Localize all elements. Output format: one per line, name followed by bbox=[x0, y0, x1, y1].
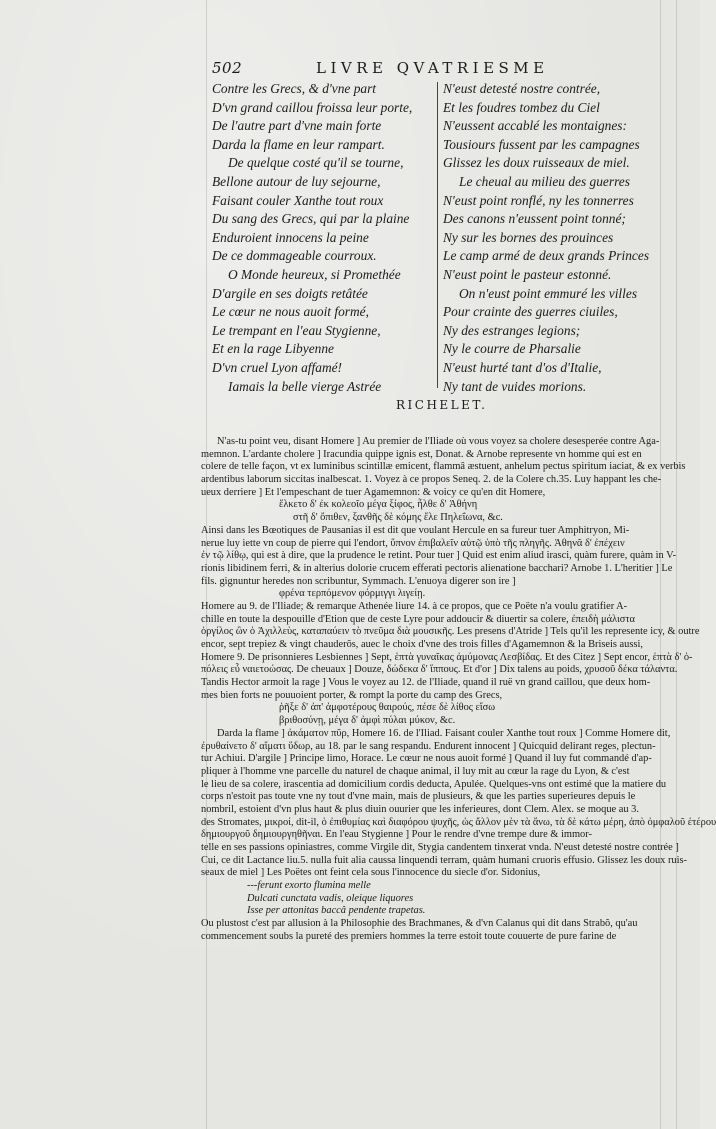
commentary-line: nombril, estoient d'vn plus haut & plus diuin ouurier que les inferieures, dont Clem. Alex. se moque au 3. bbox=[201, 803, 639, 815]
commentary-line: mes bien forts ne pouuoient porter, & rompt la porte du camp des Grecs, bbox=[201, 689, 503, 701]
verse-line: Glissez les doux ruisseaux de miel. bbox=[443, 155, 630, 171]
commentary-line: ardentibus laborum siccitas inalbescat. 1. Voyez à ce propos Seneq. 2. de la Colere ch.35. Luy happant les che- bbox=[201, 474, 662, 486]
commentary-line: Tandis Hector armoit la rage ] Vous le voyez au 12. de l'Iliade, quand il ruë vn grand caillou, que deux hom- bbox=[201, 677, 651, 689]
commentary-line: ---ferunt exorto flumina melle bbox=[247, 880, 371, 892]
verse-line: Ny le courre de Pharsalie bbox=[443, 341, 581, 357]
commentary-line: seaux de miel ] Les Poëtes ont feint cela sous l'innocence du siecle d'or. Sidonius, bbox=[201, 867, 541, 879]
verse-line: Le camp armé de deux grands Princes bbox=[443, 248, 650, 264]
verse-line: D'argile en ses doigts retâtée bbox=[212, 285, 368, 301]
commentary-line: Darda la flame ] ἀκάματον πῦρ, Homere 16. de l'Iliad. Faisant couler Xanthe tout roux ] Comme Homere dit, bbox=[217, 727, 671, 739]
commentary-line: ῥῆξε δ' ἀπ' ἀμφοτέρους θαιρούς, πέσε δὲ λίθος εἴσω bbox=[279, 702, 496, 714]
commentary-line: πόλεις εὖ ναιετοώσας. De cheuaux ] Douze, δώδεκα δ' ἵππους. Et d'or ] Dix talens au poids, χρυσοῦ δέκα τάλαντα. bbox=[201, 664, 678, 676]
verse-line: Darda la flame en leur rampart. bbox=[212, 136, 385, 152]
commentary-line: pliquer à l'homme vne parcelle du naturel de chaque animal, il luy mit au cœur la rage du Lyon, & c'est bbox=[201, 765, 630, 777]
commentary-line: des Stromates, μικροί, dit-il, ὁ ἐπιθυμίας καὶ διαφόρου ψυχῆς, ὡς ἄλλον μὲν τὰ ἄνω, τὰ δὲ κάτω μέρη, ἀπὸ ὀμφαλοῦ ἑτέρου bbox=[201, 816, 716, 828]
verse-line: De l'autre part d'vne main forte bbox=[212, 118, 382, 134]
commentary-line: nerue luy iette vn coup de pierre qui l'endort, ὕπνον ἐπιβαλεῖν αὐτῷ ὑπὸ τῆς πληγῆς. Ἀθηνᾶ δ' ἐπέχειν bbox=[201, 537, 625, 549]
verse-line: Et en la rage Libyenne bbox=[212, 341, 334, 357]
commentary-text bbox=[201, 436, 716, 944]
commentary-line: ἐρυθαίνετο δ' αἵματι ὕδωρ, au 18. par le sang respandu. Endurent innocent ] Quicquid delirant reges, plectun- bbox=[201, 740, 656, 752]
commentary-line: φρένα τερπόμενον φόρμιγγι λιγείῃ. bbox=[279, 588, 426, 600]
verse-line: De ce dommageable courroux. bbox=[212, 248, 377, 264]
verse-line: Contre les Grecs, & d'vne part bbox=[212, 81, 377, 96]
commentary-line: Ou plustost c'est par allusion à la Philosophie des Brachmanes, & d'vn Calanus qui dit dans Strabõ, qu'au bbox=[201, 918, 638, 930]
verse-line: Ny des estranges legions; bbox=[443, 322, 581, 338]
commentary-line: ἐν τῷ λίθῳ, qui est à dire, que la prudence le retint. Pour tuer ] Quid est enim aliud irasci, quàm furere, quàm in V- bbox=[201, 550, 677, 562]
verse-line: Faisant couler Xanthe tout roux bbox=[212, 192, 384, 208]
verse-line: Pour crainte des guerres ciuiles, bbox=[443, 304, 618, 320]
commentary-line: Ainsi dans les Bœotiques de Pausanias il est dit que voulant Hercule en sa fureur tuer Amphitryon, Mi- bbox=[201, 524, 630, 536]
verse-line: N'eussent accablé les montaignes: bbox=[443, 118, 627, 134]
commentary-line: Homere 9. De prisonnieres Lesbiennes ] Sept, ἑπτὰ γυναῖκας ἀμύμονας Λεσβίδας. Et des Citez ] Sept encor, ἑπτὰ δ' ὁ- bbox=[201, 651, 693, 663]
commentary-line: chille en toute la despouille d'Etion que de ceste Lyre pour addoucir & diuertir sa colere, ἐπειδὴ μάλιστα bbox=[201, 613, 635, 625]
commentary-line: ueux derriere ] Et l'empeschant de tuer Agamemnon: & voicy ce qu'en dit Homere, bbox=[201, 486, 546, 498]
commentary-line: memnon. L'ardante cholere ] Iracundia quippe ignis est, Donat. & Arnobe represente vn homme qui est en bbox=[201, 448, 642, 460]
verse-line: Le trempant en l'eau Stygienne, bbox=[212, 322, 381, 338]
verse-line: N'eust detesté nostre contrée, bbox=[443, 81, 601, 96]
commentary-line: rionis libidinem ferri, & in alterius dolorie crucem efferati pectoris alienatione bacchari? Arnobe 1. L'heritier ] Le bbox=[201, 562, 673, 574]
commentator-heading: RICHELET. bbox=[396, 398, 488, 412]
verse-line: D'vn cruel Lyon affamé! bbox=[212, 359, 343, 375]
verse-line: Le cœur ne nous auoit formé, bbox=[212, 304, 369, 320]
verse-line: Tousiours fussent par les campagnes bbox=[443, 136, 640, 152]
commentary-line: στῆ δ' ὄπιθεν, ξανθῆς δὲ κόμης ἕλε Πηλεΐωνα, &c. bbox=[293, 512, 503, 524]
verse-line: Iamais la belle vierge Astrée bbox=[228, 378, 382, 394]
page-fold-line bbox=[676, 0, 677, 1129]
verse-line: Du sang des Grecs, qui par la plaine bbox=[212, 211, 410, 227]
commentary-line: tur Achiui. D'argile ] Principe limo, Horace. Le cœur ne nous auoit formé ] Quand il luy fut commandé d'ap- bbox=[201, 753, 652, 765]
verse-line: Ny sur les bornes des prouinces bbox=[443, 229, 614, 245]
commentary-line: corps n'estoit pas toute vne ny tout d'vne main, mais de plusieurs, & que les parties superieures depuis le bbox=[201, 791, 636, 803]
page-header bbox=[212, 59, 662, 81]
verse-line: Bellone autour de luy sejourne, bbox=[212, 173, 381, 189]
commentary-line: δημιουργοῦ δημιουργηθῆναι. En l'eau Stygienne ] Pour le rendre d'vne trempe dure & immor- bbox=[201, 829, 592, 841]
commentary-line: telle en ses passions opiniastres, comme Virgile dit, Stygia candentem tinxerat vnda. N'eust detesté nostre contrée ] bbox=[201, 842, 679, 853]
commentary-line: encor, sept trepiez & vingt chauderõs, auec le choix d'vne des trois filles d'Agamemnon & la Briseis aussi, bbox=[201, 639, 643, 650]
commentary-line: commencement soubs la pureté des premiers hommes la terre estoit toute couuerte de pure farine de bbox=[201, 930, 617, 942]
commentary-line: Isse per attonitas baccâ pendente trapetas. bbox=[247, 905, 426, 917]
verse-line: N'eust hurté tant d'os d'Italie, bbox=[443, 359, 602, 375]
column-divider bbox=[437, 82, 438, 388]
verse-line: N'eust point ronflé, ny les tonnerres bbox=[443, 192, 634, 208]
verse-line: On n'eust point emmuré les villes bbox=[459, 285, 638, 301]
verse-line: Le cheual au milieu des guerres bbox=[459, 173, 630, 189]
commentary-line: Cui, ce dit Lactance liu.5. nulla fuit alia caussa linquendi terram, quàm humani cruoris effusio. Glissez les doux ruis- bbox=[201, 854, 688, 866]
commentary-line: fils. gignuntur heredes non scribuntur, Symmach. L'enuoya digerer son ire ] bbox=[201, 575, 516, 587]
verse-line: De quelque costé qu'il se tourne, bbox=[228, 155, 404, 171]
verse-line: Des canons n'eussent point tonné; bbox=[443, 211, 626, 227]
commentary-line: βριθοσύνῃ, μέγα δ' ἀμφὶ πύλαι μύκον, &c. bbox=[279, 715, 456, 727]
commentary-line: N'as-tu point veu, disant Homere ] Au premier de l'Iliade où vous voyez sa cholere desesperée contre Aga- bbox=[217, 436, 660, 447]
verse-column-left bbox=[212, 80, 432, 396]
verse-line: D'vn grand caillou froissa leur porte, bbox=[212, 99, 413, 115]
page-number: 502 bbox=[212, 59, 243, 77]
verse-column-right bbox=[443, 80, 668, 396]
verse-line: Et les foudres tombez du Ciel bbox=[443, 99, 600, 115]
verse-line: O Monde heureux, si Promethée bbox=[228, 266, 401, 282]
verse-line: N'eust point le pasteur estonné. bbox=[443, 266, 612, 282]
commentary-line: colere de telle façon, vt ex luminibus scintillæ emicent, flammâ æstuent, anhelum pectus spiritum iaciat, & ex verbis bbox=[201, 461, 686, 473]
commentary-line: Dulcati cunctata vadis, oleique liquores bbox=[247, 892, 414, 904]
commentary-line: Homere au 9. de l'Iliade; & remarque Athenée liure 14. à ce propos, que ce Poëte n'a voulu gratifier A- bbox=[201, 600, 628, 612]
commentary-line: le lieu de sa colere, irascentia ad domicilium cordis deducta, Apulée. Quelques-vns ont estimé que la matiere du bbox=[201, 778, 667, 790]
commentary-line: ὀργίλος ὢν ὁ Ἀχιλλεὺς, καταπαύειν τὸ πνεῦμα διὰ μουσικῆς. Les presens d'Atride ] Tels qu'il les represente icy, & outre bbox=[201, 626, 700, 638]
verse-line: Ny tant de vuides morions. bbox=[443, 378, 587, 394]
commentary-line: ἕλκετο δ' ἐκ κολεοῖο μέγα ξίφος, ἦλθε δ' Ἀθήνη bbox=[279, 499, 478, 511]
running-title: LIVRE QVATRIESME bbox=[316, 59, 549, 77]
verse-line: Enduroient innocens la peine bbox=[212, 229, 369, 245]
